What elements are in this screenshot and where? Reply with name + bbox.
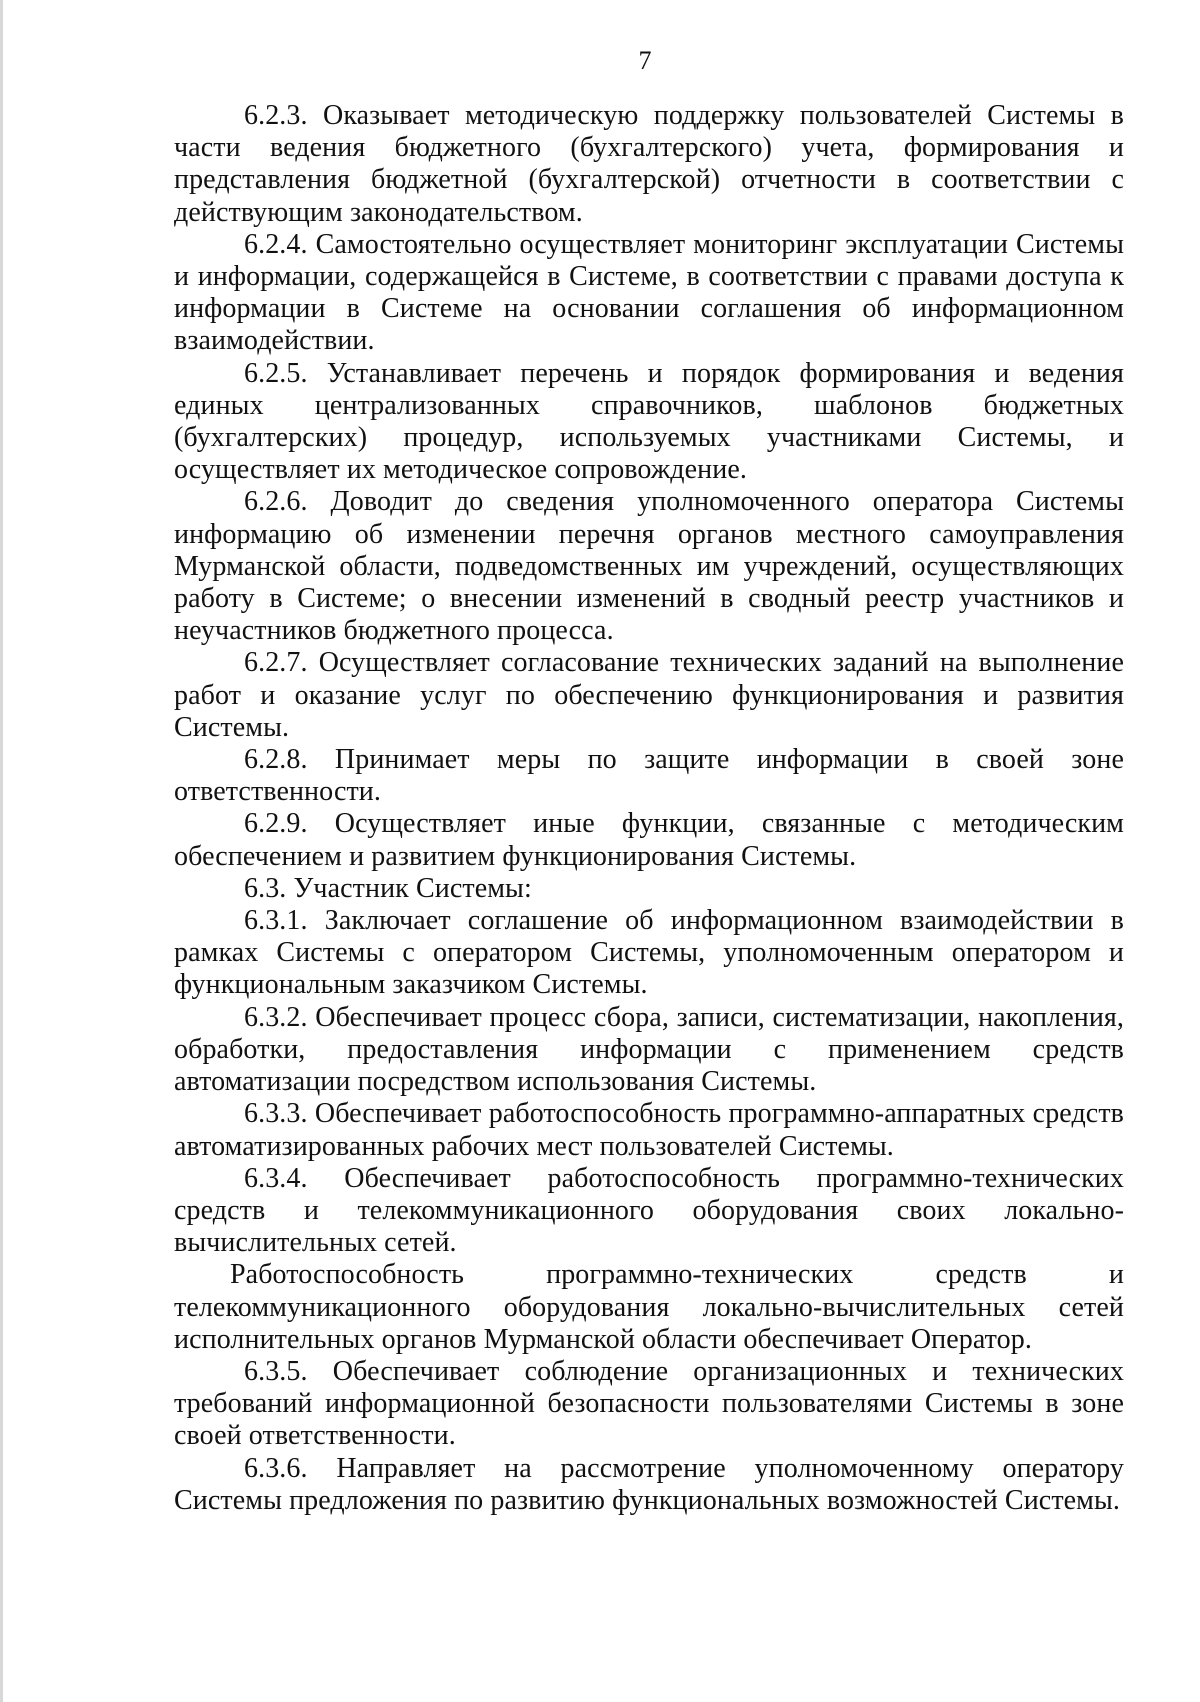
paragraph-6-2-6: 6.2.6. Доводит до сведения уполномоченного оператора Системы информацию об изменении перечня органов местного самоуправления Мурманской области, подведомственных им учреждений, осуществляющих работу в Системе; о внесении изменений в сводный реестр участников и неучастников бюджетного процесса. bbox=[174, 486, 1124, 647]
paragraph-6-2-4: 6.2.4. Самостоятельно осуществляет мониторинг эксплуатации Системы и информации, содержащейся в Системе, в соответствии с правами доступа к информации в Системе на основании соглашения об информационном взаимодействии. bbox=[174, 228, 1124, 357]
paragraph-6-3-3: 6.3.3. Обеспечивает работоспособность программно-аппаратных средств автоматизированных рабочих мест пользователей Системы. bbox=[174, 1098, 1124, 1162]
paragraph-6-2-3: 6.2.3. Оказывает методическую поддержку пользователей Системы в части ведения бюджетного (бухгалтерского) учета, формирования и представления бюджетной (бухгалтерской) отчетности в соответствии с действующим законодательством. bbox=[174, 100, 1124, 228]
paragraph-6-2-9: 6.2.9. Осуществляет иные функции, связанные с методическим обеспечением и развитием функционирования Системы. bbox=[174, 808, 1124, 872]
paragraph-6-2-7: 6.2.7. Осуществляет согласование технических заданий на выполнение работ и оказание услуг по обеспечению функционирования и развития Системы. bbox=[174, 647, 1124, 743]
paragraph-6-2-5: 6.2.5. Устанавливает перечень и порядок формирования и ведения единых централизованных справочников, шаблонов бюджетных (бухгалтерских) процедур, используемых участниками Системы, и осуществляет их методическое сопровождение. bbox=[174, 357, 1124, 486]
paragraph-6-3-2: 6.3.2. Обеспечивает процесс сбора, записи, систематизации, накопления, обработки, предоставления информации с применением средств автоматизации посредством использования Системы. bbox=[174, 1001, 1124, 1098]
paragraph-6-3-1: 6.3.1. Заключает соглашение об информационном взаимодействии в рамках Системы с оператором Системы, уполномоченным оператором и функциональным заказчиком Системы. bbox=[174, 905, 1124, 1001]
paragraph-6-3-6: 6.3.6. Направляет на рассмотрение уполномоченному оператору Системы предложения по развитию функциональных возможностей Системы. bbox=[174, 1452, 1124, 1516]
paragraph-operability-note: Работоспособность программно-технических средств и телекоммуникационного оборудования локально-вычислительных сетей исполнительных органов Мурманской области обеспечивает Оператор. bbox=[174, 1259, 1124, 1355]
paragraph-6-2-8: 6.2.8. Принимает меры по защите информации в своей зоне ответственности. bbox=[174, 744, 1124, 808]
scan-edge bbox=[0, 0, 3, 1702]
page-number: 7 bbox=[638, 46, 652, 75]
paragraph-6-3-4: 6.3.4. Обеспечивает работоспособность программно-технических средств и телекоммуникационного оборудования своих локально-вычислительных сетей. bbox=[174, 1162, 1124, 1259]
section-heading-6-3: 6.3. Участник Системы: bbox=[244, 872, 532, 904]
document-body bbox=[174, 100, 1124, 1517]
paragraph-6-3-5: 6.3.5. Обеспечивает соблюдение организационных и технических требований информационной безопасности пользователями Системы в зоне своей ответственности. bbox=[174, 1355, 1124, 1452]
